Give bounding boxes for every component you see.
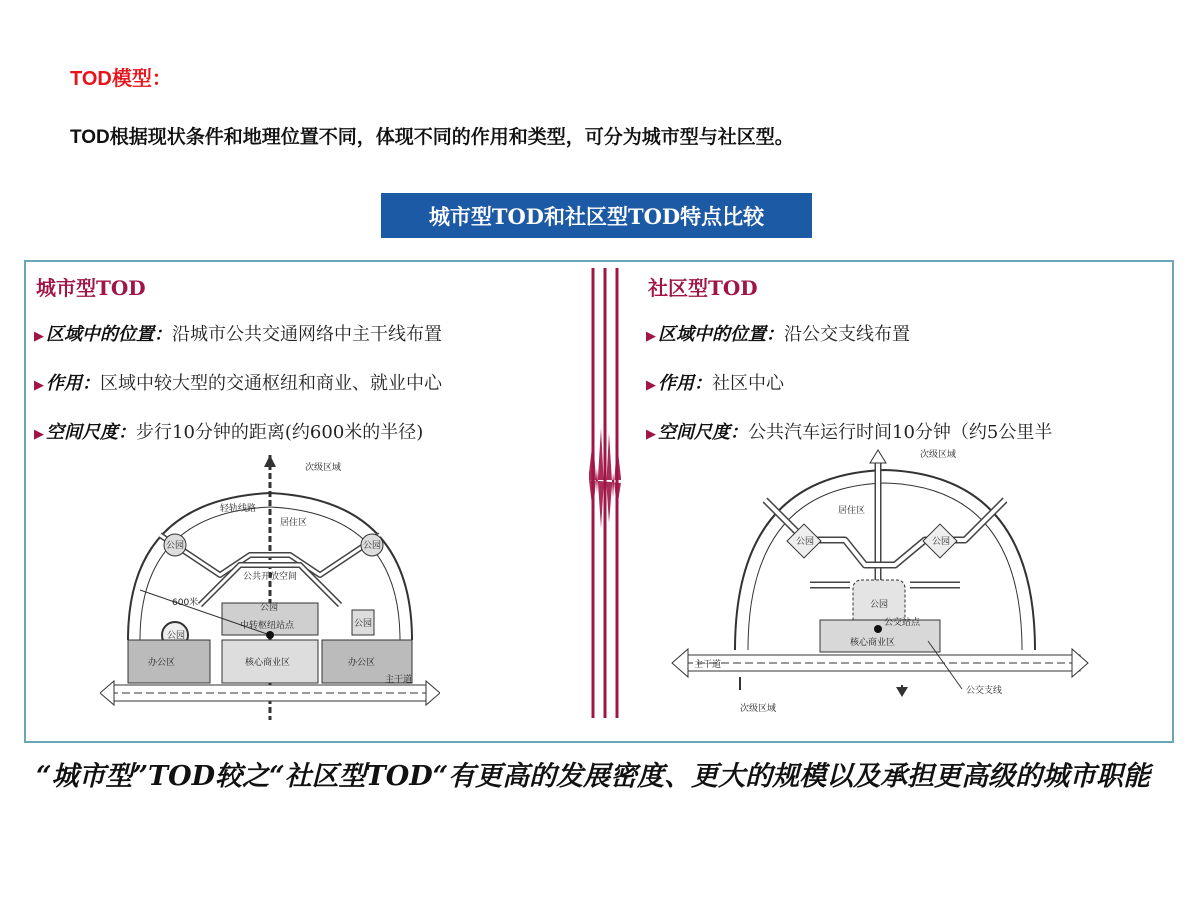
comparison-banner: 城市型TOD和社区型TOD特点比较 [381, 193, 812, 238]
urban-tod-diagram [100, 455, 440, 725]
label-open-space: 公共开放空间 [243, 572, 298, 582]
column-divider [585, 268, 625, 718]
label-core: 核心商业区 [850, 638, 896, 648]
label-bus-stop: 公交站点 [884, 618, 921, 628]
item-value: 沿公交支线布置 [784, 324, 910, 345]
label-office-left: 办公区 [148, 658, 176, 668]
bullet-triangle-icon: ▶ [34, 427, 44, 442]
label-main-road: 主干道 [694, 660, 722, 670]
label-core: 核心商业区 [245, 658, 291, 668]
item-value: 沿城市公共交通网络中主干线布置 [172, 324, 442, 345]
label-lightrail: 轻轨线路 [220, 504, 257, 514]
label-park-left: 公园 [796, 537, 815, 547]
item-value: 社区中心 [712, 373, 784, 394]
label-park-ring: 公园 [167, 631, 186, 641]
conclusion-text: “城市型”TOD较之“社区型TOD“有更高的发展密度、更大的规模以及承担更高级的城市职能 [36, 761, 1151, 792]
urban-title: 城市型TOD [36, 276, 146, 300]
item-key: 区域中的位置 [46, 324, 154, 345]
bullet-triangle-icon: ▶ [646, 329, 656, 344]
label-park-small: 公园 [354, 619, 373, 629]
community-item-scale: ▶ 空间尺度：公共汽车运行时间10分钟（约5公里半 [646, 422, 1053, 443]
item-value: 区域中较大型的交通枢纽和商业、就业中心 [100, 373, 442, 394]
item-key: 空间尺度 [46, 422, 118, 443]
intro-text: TOD根据现状条件和地理位置不同，体现不同的作用和类型，可分为城市型与社区型。 [70, 127, 794, 148]
label-station: 中转枢纽站点 [240, 621, 295, 631]
label-secondary-top: 次级区域 [920, 450, 957, 460]
label-park-center: 公园 [260, 603, 279, 613]
urban-item-location: ▶ 区域中的位置：沿城市公共交通网络中主干线布置 [34, 324, 442, 345]
label-residential: 居住区 [280, 518, 308, 528]
item-key: 作用 [658, 373, 694, 394]
bullet-triangle-icon: ▶ [646, 378, 656, 393]
label-park-right: 公园 [932, 537, 951, 547]
community-item-role: ▶ 作用：社区中心 [646, 373, 784, 394]
item-key: 区域中的位置 [658, 324, 766, 345]
label-bus-line: 公交支线 [966, 686, 1003, 696]
urban-item-scale: ▶ 空间尺度：步行10分钟的距离(约600米的半径) [34, 422, 424, 443]
item-key: 空间尺度 [658, 422, 730, 443]
community-item-location: ▶ 区域中的位置：沿公交支线布置 [646, 324, 910, 345]
label-secondary: 次级区域 [305, 463, 342, 473]
section-heading: TOD模型： [70, 68, 172, 90]
label-park-right: 公园 [363, 541, 382, 551]
item-value: 步行10分钟的距离(约600米的半径) [136, 422, 424, 443]
item-key: 作用 [46, 373, 82, 394]
bullet-triangle-icon: ▶ [34, 378, 44, 393]
label-park-left: 公园 [166, 541, 185, 551]
item-value: 公共汽车运行时间10分钟（约5公里半 [748, 422, 1053, 443]
label-main-road: 主干道 [385, 675, 413, 685]
label-secondary-bottom: 次级区域 [740, 704, 777, 714]
urban-item-role: ▶ 作用：区域中较大型的交通枢纽和商业、就业中心 [34, 373, 442, 394]
bullet-triangle-icon: ▶ [646, 427, 656, 442]
community-title: 社区型TOD [648, 276, 758, 300]
label-office-right: 办公区 [348, 658, 376, 668]
community-tod-diagram [670, 445, 1090, 725]
bullet-triangle-icon: ▶ [34, 329, 44, 344]
label-residential: 居住区 [838, 506, 866, 516]
label-radius: 600米 [172, 598, 199, 608]
label-park-center: 公园 [870, 600, 889, 610]
